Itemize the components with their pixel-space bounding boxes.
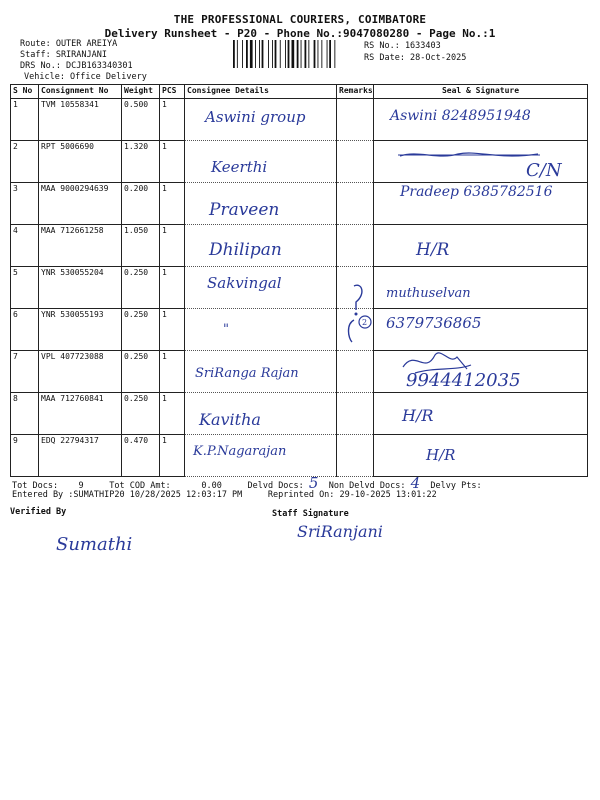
cell-consignment: RPT 5006690 (39, 141, 122, 183)
table-row (11, 99, 588, 141)
cell-weight: 0.250 (122, 393, 160, 435)
cell-seal (374, 267, 588, 309)
delvd-docs-value: 5 (308, 474, 319, 492)
cell-consignee (185, 267, 337, 309)
cell-consignment: TVM 10558341 (39, 99, 122, 141)
barcode (233, 40, 358, 68)
rs-number: RS No.: 1633403 (364, 41, 441, 51)
table-row (11, 225, 588, 267)
cell-weight: 0.470 (122, 435, 160, 477)
barcode-bar (314, 40, 316, 68)
col-pcs: PCS (160, 85, 185, 99)
cell-weight: 1.320 (122, 141, 160, 183)
cell-consignee (185, 141, 337, 183)
barcode-bar (285, 40, 286, 68)
cell-consignee (185, 351, 337, 393)
col-remarks: Remarks (337, 85, 374, 99)
runsheet-table (10, 84, 588, 477)
table-row (11, 183, 588, 225)
cell-consignment: MAA 712661258 (39, 225, 122, 267)
non-delvd-label: Non Delvd Docs: (328, 481, 406, 491)
route-text: Route: OUTER AREIYA (20, 39, 118, 49)
signature-scribble (395, 345, 475, 385)
runsheet-title: Delivery Runsheet - P20 - Phone No.:9047080280 - Page No.:1 (104, 27, 496, 40)
handwritten-signature: 6379736865 (386, 314, 482, 332)
cell-remarks (337, 393, 374, 435)
cell-weight: 0.500 (122, 99, 160, 141)
cell-weight: 0.250 (122, 267, 160, 309)
barcode-bar (318, 40, 319, 68)
handwritten-consignee: Dhilipan (209, 240, 282, 260)
table-row (11, 267, 588, 309)
cell-consignee (185, 309, 337, 351)
cell-remarks (337, 351, 374, 393)
verified-by-label: Verified By (10, 507, 67, 517)
barcode-bar (321, 40, 322, 68)
cell-sno: 7 (11, 351, 39, 393)
cell-consignment: YNR 530055193 (39, 309, 122, 351)
staff-text: Staff: SRIRANJANI (20, 50, 107, 60)
handwritten-consignee: " (223, 322, 229, 337)
cell-sno: 8 (11, 393, 39, 435)
verified-signature: Sumathi (56, 534, 133, 555)
cell-sno: 5 (11, 267, 39, 309)
delvd-docs-label: Delvd Docs: (247, 481, 304, 491)
cell-consignment: MAA 9000294639 (39, 183, 122, 225)
cell-consignee (185, 393, 337, 435)
strikethrough-signature (398, 148, 548, 162)
cell-consignment: EDQ 22794317 (39, 435, 122, 477)
rs-date: RS Date: 28-Oct-2025 (364, 53, 467, 63)
cell-sno: 1 (11, 99, 39, 141)
col-weight: Weight (122, 85, 160, 99)
cell-pcs: 1 (160, 309, 185, 351)
handwritten-signature: Pradeep 6385782516 (400, 184, 553, 200)
table-row (11, 435, 588, 477)
cell-seal (374, 225, 588, 267)
barcode-bar (275, 40, 277, 68)
handwritten-consignee: Kavitha (199, 410, 261, 429)
cell-pcs: 1 (160, 435, 185, 477)
handwritten-signature: H/R (416, 240, 450, 260)
cell-pcs: 1 (160, 393, 185, 435)
col-consignment: Consignment No (39, 85, 122, 99)
cell-seal (374, 99, 588, 141)
barcode-bar (301, 40, 302, 68)
col-consignee: Consignee Details (185, 85, 337, 99)
cell-pcs: 1 (160, 351, 185, 393)
entered-by (12, 490, 437, 501)
bracket-number: 2 (362, 318, 368, 327)
cell-pcs: 1 (160, 225, 185, 267)
barcode-bar (242, 40, 243, 68)
drs-number: DRS No.: DCJB163340301 (20, 61, 133, 71)
handwritten-signature: Aswini 8248951948 (390, 108, 531, 124)
barcode-bar (237, 40, 238, 68)
handwritten-signature: C/N (526, 160, 562, 181)
cell-sno: 9 (11, 435, 39, 477)
handwritten-consignee: Keerthi (211, 158, 268, 176)
cell-sno: 4 (11, 225, 39, 267)
cell-weight: 0.200 (122, 183, 160, 225)
cell-pcs: 1 (160, 267, 185, 309)
cell-consignment: VPL 407723088 (39, 351, 122, 393)
handwritten-consignee: Sakvingal (207, 274, 282, 292)
cell-consignment: YNR 530055204 (39, 267, 122, 309)
barcode-bar (308, 40, 309, 68)
cell-remarks (337, 183, 374, 225)
table-row (11, 351, 588, 393)
cell-sno: 3 (11, 183, 39, 225)
cell-weight: 0.250 (122, 309, 160, 351)
barcode-bar (259, 40, 260, 68)
cell-consignment: MAA 712760841 (39, 393, 122, 435)
cell-seal (374, 393, 588, 435)
barcode-bar (262, 40, 264, 68)
cell-consignee (185, 225, 337, 267)
tot-docs-value: 9 (78, 481, 84, 491)
staff-signature-label: Staff Signature (272, 509, 349, 519)
barcode-bar (233, 40, 235, 68)
cell-pcs: 1 (160, 183, 185, 225)
barcode-bar (292, 40, 295, 68)
table-header-row (11, 85, 588, 99)
handwritten-signature: 9944412035 (406, 370, 521, 391)
col-sno: S No (11, 85, 39, 99)
reprinted-on-text: Reprinted On: 29-10-2025 13:01:22 (267, 490, 437, 500)
cell-weight: 0.250 (122, 351, 160, 393)
barcode-bar (246, 40, 248, 68)
table-row (11, 309, 588, 351)
barcode-bar (334, 40, 335, 68)
cell-consignee (185, 435, 337, 477)
handwritten-consignee: SriRanga Rajan (195, 366, 299, 381)
handwritten-consignee: Praveen (209, 200, 280, 220)
barcode-bar (250, 40, 253, 68)
vehicle-text: Vehicle: Office Delivery (24, 72, 147, 82)
cell-pcs: 1 (160, 141, 185, 183)
cell-sno: 2 (11, 141, 39, 183)
tot-cod-label: Tot COD Amt: (109, 481, 171, 491)
cell-consignee (185, 183, 337, 225)
cell-seal (374, 183, 588, 225)
handwritten-signature: H/R (402, 406, 434, 425)
barcode-bar (280, 40, 281, 68)
barcode-bar (327, 40, 328, 68)
barcode-bar (297, 40, 299, 68)
cell-pcs: 1 (160, 99, 185, 141)
cell-weight: 1.050 (122, 225, 160, 267)
delvy-pts-label: Delvy Pts: (430, 481, 482, 491)
cell-seal (374, 435, 588, 477)
table-row (11, 393, 588, 435)
handwritten-signature: H/R (426, 446, 456, 464)
barcode-bar (305, 40, 307, 68)
handwritten-consignee: K.P.Nagarajan (193, 444, 287, 459)
bracket-mark (340, 280, 376, 350)
company-title: THE PROFESSIONAL COURIERS, COIMBATORE (173, 13, 427, 26)
entered-by-text: Entered By :SUMATHIP20 10/28/2025 12:03:17 PM (12, 490, 243, 500)
cell-remarks (337, 99, 374, 141)
col-seal: Seal & Signature (374, 85, 588, 99)
barcode-bar (255, 40, 256, 68)
tot-cod-value: 0.00 (201, 481, 222, 491)
staff-signature: SriRanjani (297, 522, 383, 541)
barcode-bar (288, 40, 290, 68)
handwritten-signature: muthuselvan (386, 286, 471, 301)
handwritten-consignee: Aswini group (205, 108, 306, 126)
non-delvd-value: 4 (410, 474, 421, 492)
cell-consignee (185, 99, 337, 141)
barcode-bar (272, 40, 273, 68)
barcode-bar (329, 40, 331, 68)
tot-docs-label: Tot Docs: (12, 481, 59, 491)
cell-remarks (337, 435, 374, 477)
cell-remarks (337, 141, 374, 183)
cell-remarks (337, 225, 374, 267)
cell-sno: 6 (11, 309, 39, 351)
barcode-bar (268, 40, 269, 68)
